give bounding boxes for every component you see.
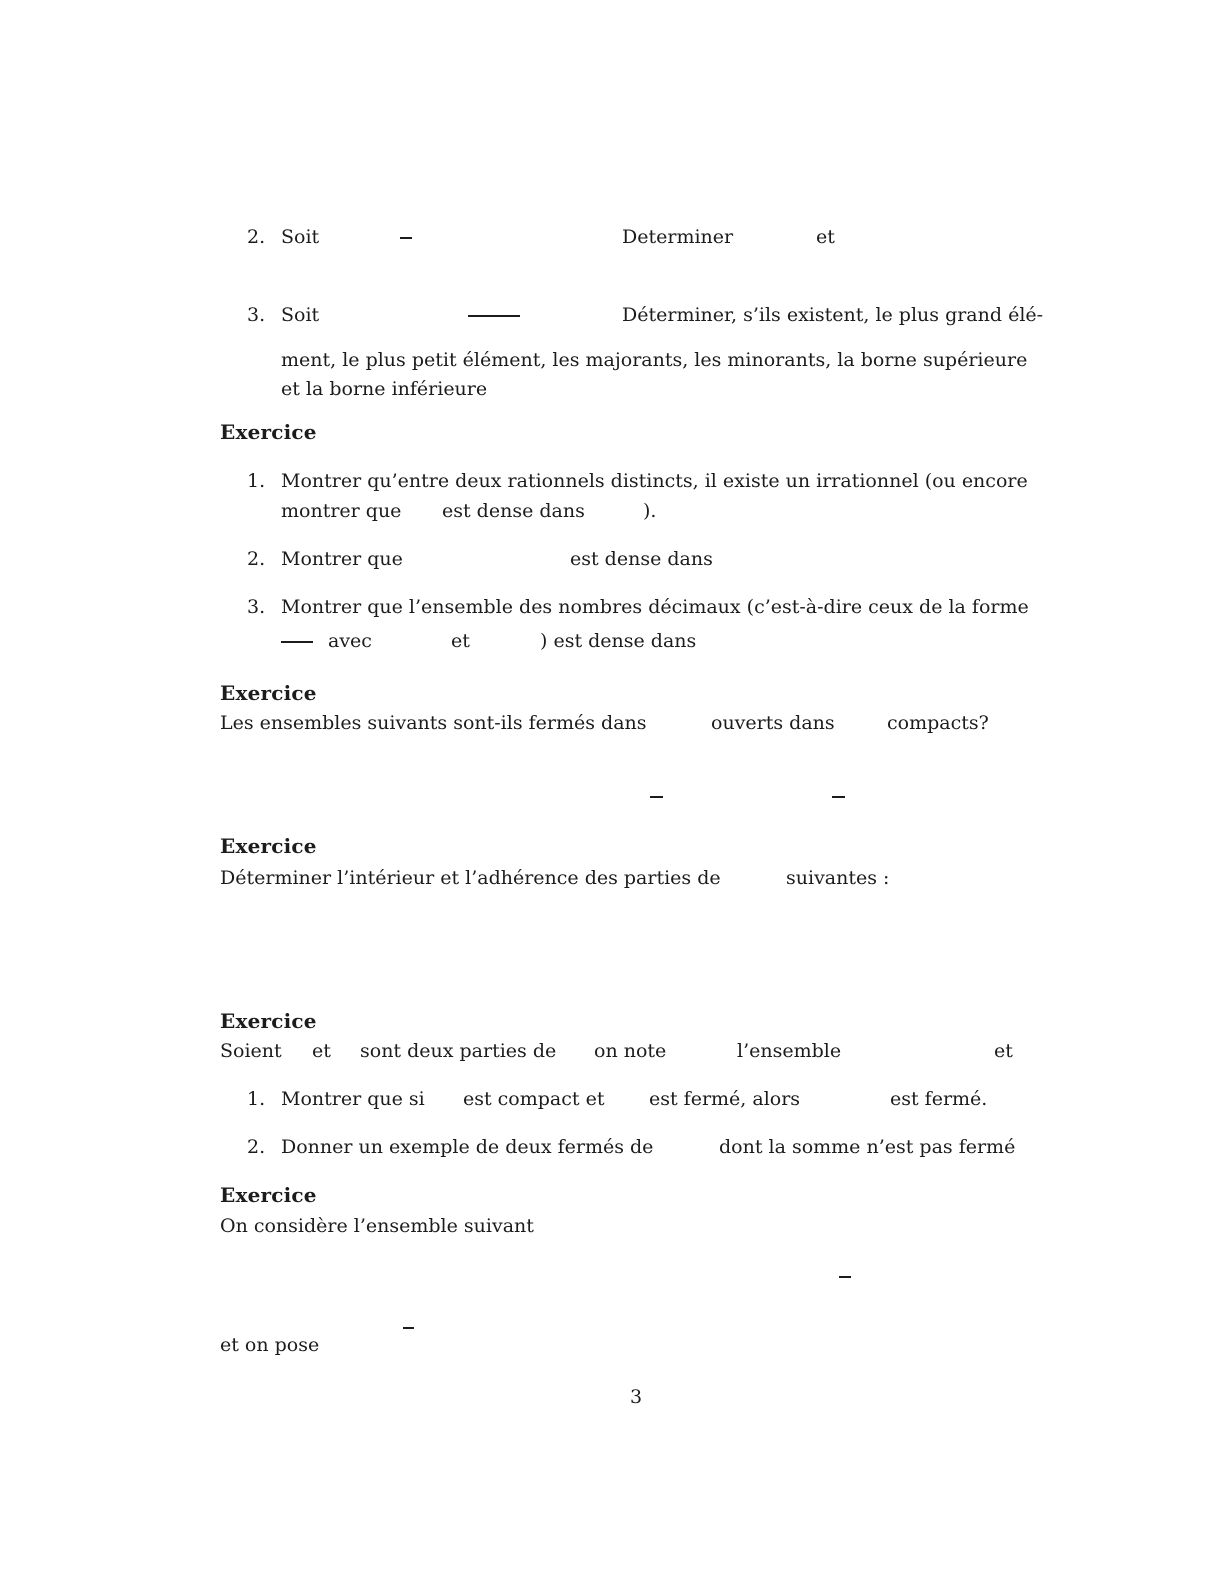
- page-number: 3: [630, 1386, 643, 1408]
- body-text: est compact et: [463, 1088, 605, 1110]
- item-3-line: [0, 304, 1224, 328]
- body-text: ouverts dans: [711, 712, 835, 734]
- body-text: Donner un exemple de deux fermés de: [281, 1136, 654, 1158]
- body-text: et on pose: [220, 1334, 320, 1356]
- body-text: ).: [643, 500, 657, 522]
- body-text: Déterminer l’intérieur et l’adhérence des parties de: [220, 867, 721, 889]
- body-text: dont la somme n’est pas fermé: [719, 1136, 1016, 1158]
- body-text: montrer que: [281, 500, 402, 522]
- body-text: est dense dans: [570, 548, 713, 570]
- body-text: Soit: [281, 304, 320, 326]
- minus-dash: [839, 1276, 851, 1278]
- body-text: Soit: [281, 226, 320, 248]
- body-text: suivantes :: [786, 867, 890, 889]
- list-number: 2.: [247, 1136, 266, 1158]
- body-text: et: [451, 630, 470, 652]
- density-item-3-line-2: [0, 630, 1224, 654]
- body-text: et: [312, 1040, 331, 1062]
- body-text: et la borne inférieure: [281, 378, 488, 400]
- sum-intro-line: [0, 1040, 1224, 1064]
- list-number: 2.: [247, 226, 266, 248]
- sum-item-1-line: [0, 1088, 1224, 1112]
- list-number: 3.: [247, 304, 266, 326]
- open-closed-line: [0, 712, 1224, 736]
- minus-dash: [832, 796, 845, 798]
- body-text: Montrer que si: [281, 1088, 425, 1110]
- density-item-1-line-1: [0, 470, 1224, 494]
- body-text: compacts?: [887, 712, 989, 734]
- exercise-heading: Exercice: [220, 834, 317, 858]
- body-text: ment, le plus petit élément, les majorants, les minorants, la borne supérieure: [281, 349, 1028, 371]
- body-text: et: [816, 226, 835, 248]
- density-item-1-line-2: [0, 500, 1224, 524]
- body-text: et: [994, 1040, 1013, 1062]
- body-text: Soient: [220, 1040, 282, 1062]
- list-number: 1.: [247, 1088, 266, 1110]
- body-text: ) est dense dans: [540, 630, 697, 652]
- body-text: Montrer que l’ensemble des nombres décimaux (c’est-à-dire ceux de la forme: [281, 596, 1029, 618]
- body-text: Montrer qu’entre deux rationnels distincts, il existe un irrationnel (ou encore: [281, 470, 1028, 492]
- minus-dash: [400, 237, 412, 239]
- exercise-heading: Exercice: [220, 681, 317, 705]
- sum-item-2-line: [0, 1136, 1224, 1160]
- fraction-bar: [281, 641, 313, 643]
- formula-artifact-line: [0, 1270, 1224, 1294]
- exercise-heading: Exercice: [220, 1009, 317, 1033]
- item-2-line: [0, 226, 1224, 250]
- body-text: avec: [328, 630, 372, 652]
- body-text: Montrer que: [281, 548, 403, 570]
- density-item-2-line: [0, 548, 1224, 572]
- body-text: on note: [594, 1040, 667, 1062]
- body-text: Determiner: [622, 226, 734, 248]
- body-text: est fermé.: [890, 1088, 988, 1110]
- body-text: Déterminer, s’ils existent, le plus grand élé-: [622, 304, 1044, 326]
- body-text: l’ensemble: [737, 1040, 842, 1062]
- interior-line: [0, 867, 1224, 891]
- minus-dash: [650, 796, 663, 798]
- formula-artifact-line: [0, 1327, 1224, 1351]
- density-item-3-line-1: [0, 596, 1224, 620]
- list-number: 1.: [247, 470, 266, 492]
- exercise-heading: Exercice: [220, 1183, 317, 1207]
- body-text: est fermé, alors: [649, 1088, 801, 1110]
- list-number: 3.: [247, 596, 266, 618]
- body-text: sont deux parties de: [360, 1040, 557, 1062]
- body-text: Les ensembles suivants sont-ils fermés dans: [220, 712, 647, 734]
- fraction-bar: [468, 315, 520, 317]
- formula-artifact-line: [0, 788, 1224, 812]
- body-text: est dense dans: [442, 500, 585, 522]
- minus-dash: [403, 1327, 414, 1329]
- exercise-heading: Exercice: [220, 420, 317, 444]
- list-number: 2.: [247, 548, 266, 570]
- body-text: On considère l’ensemble suivant: [220, 1215, 534, 1237]
